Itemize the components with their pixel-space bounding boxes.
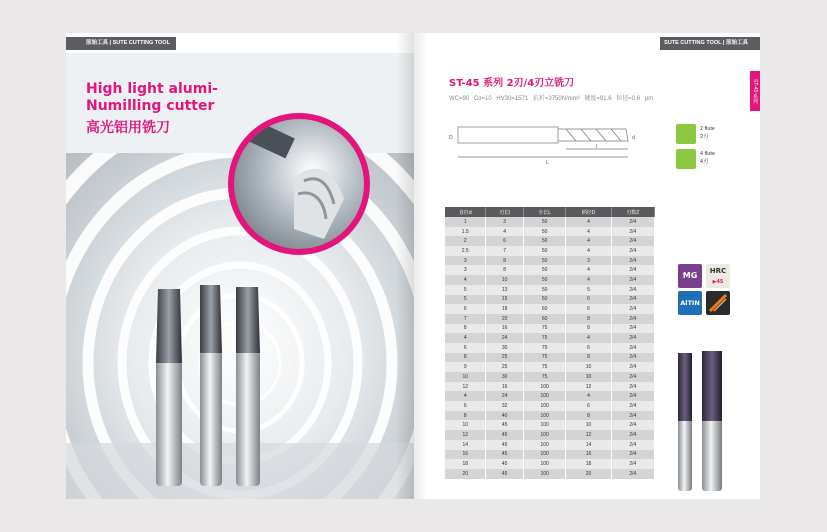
table-cell: 2/4 (611, 459, 654, 469)
table-cell: 6 (566, 304, 611, 314)
table-cell: 12 (566, 430, 611, 440)
table-cell: 2/4 (611, 420, 654, 430)
table-cell: 5 (445, 285, 486, 295)
table-cell: 45 (486, 440, 523, 450)
table-cell: 1.5 (445, 227, 486, 237)
table-row (445, 459, 655, 469)
table-cell: 4 (486, 227, 523, 237)
table-cell: 75 (523, 333, 566, 343)
table-cell: 4 (566, 227, 611, 237)
table-cell: 2/4 (611, 314, 654, 324)
table-cell: 2/4 (611, 401, 654, 411)
table-cell: 10 (445, 420, 486, 430)
header-diameter: 直径d (445, 207, 486, 217)
header-flute-count: 刃数Z (611, 207, 654, 217)
table-cell: 45 (486, 430, 523, 440)
title-en-line-1: High light alumi- (86, 81, 218, 97)
table-cell: 5 (566, 285, 611, 295)
table-cell: 100 (523, 430, 566, 440)
table-cell: 100 (523, 420, 566, 430)
table-row (445, 333, 655, 343)
table-cell: 2 (445, 236, 486, 246)
table-cell: 2/4 (611, 304, 654, 314)
table-cell: 50 (523, 295, 566, 305)
header-flute-length: 刃长l (486, 207, 523, 217)
cutting-spark-icon (706, 291, 730, 315)
table-cell: 2/4 (611, 411, 654, 421)
header-shank-diameter: 柄径D (566, 207, 611, 217)
table-cell: 10 (566, 420, 611, 430)
table-row (445, 246, 655, 256)
table-row (445, 236, 655, 246)
table-cell: 50 (523, 246, 566, 256)
table-cell: 3 (566, 256, 611, 266)
table-cell: 25 (486, 353, 523, 363)
table-cell: 14 (445, 440, 486, 450)
endmill-photo-right (672, 349, 732, 495)
material-specs: WC=90 Co=10 HV30=1571 抗折=3750N/mm² 硬度=91.6 粒径=0.6 μm (449, 96, 654, 102)
table-cell: 45 (486, 450, 523, 460)
table-cell: 8 (566, 324, 611, 334)
table-cell: 2/4 (611, 469, 654, 479)
table-cell: 13 (486, 285, 523, 295)
table-cell: 50 (523, 217, 566, 227)
title-english (86, 81, 218, 115)
endmill-products-image (150, 281, 270, 493)
2-flute-en: 2 flute (700, 126, 715, 132)
table-cell: 10 (566, 362, 611, 372)
table-cell: 2/4 (611, 227, 654, 237)
header-total-length: 全长L (523, 207, 566, 217)
left-page (66, 33, 414, 499)
table-cell: 75 (523, 324, 566, 334)
2-flute-icon (676, 124, 696, 144)
table-cell: 50 (523, 236, 566, 246)
table-row (445, 265, 655, 275)
series-title: ST-45 系列 2刃/4刃立铣刀 (449, 78, 575, 89)
table-cell: 18 (566, 459, 611, 469)
table-cell: 2/4 (611, 256, 654, 266)
endmill-dimension-drawing (446, 117, 646, 169)
table-cell: 2/4 (611, 450, 654, 460)
table-cell: 20 (566, 469, 611, 479)
table-cell: 2/4 (611, 236, 654, 246)
table-cell: 8 (566, 353, 611, 363)
table-cell: 30 (486, 372, 523, 382)
table-row (445, 420, 655, 430)
table-row (445, 285, 655, 295)
title-en-line-2: Numilling cutter (86, 98, 215, 114)
table-cell: 100 (523, 382, 566, 392)
table-cell: 50 (523, 285, 566, 295)
table-cell: 50 (523, 227, 566, 237)
table-cell: 7 (445, 314, 486, 324)
table-cell: 4 (445, 391, 486, 401)
table-cell: 4 (566, 217, 611, 227)
table-cell: 6 (445, 343, 486, 353)
table-cell: 100 (523, 469, 566, 479)
table-cell: 50 (523, 265, 566, 275)
table-row (445, 227, 655, 237)
table-cell: 2/4 (611, 440, 654, 450)
table-cell: 100 (523, 450, 566, 460)
table-cell: 75 (523, 353, 566, 363)
table-row (445, 353, 655, 363)
table-cell: 2/4 (611, 295, 654, 305)
table-cell: 20 (445, 469, 486, 479)
table-cell: 12 (445, 382, 486, 392)
table-cell: 6 (445, 304, 486, 314)
table-cell: 15 (486, 295, 523, 305)
table-cell: 24 (486, 333, 523, 343)
label-flute-length: l (596, 144, 598, 150)
table-cell: 2/4 (611, 265, 654, 275)
label-diameter-d: d (632, 135, 635, 141)
table-cell: 20 (486, 314, 523, 324)
table-cell: 2/4 (611, 372, 654, 382)
table-cell: 16 (486, 324, 523, 334)
table-cell: 8 (566, 411, 611, 421)
table-cell: 18 (445, 459, 486, 469)
table-cell: 100 (523, 440, 566, 450)
table-row (445, 401, 655, 411)
series-side-tab: ST-45 系列 (750, 71, 760, 111)
hrc-label: HRC (709, 267, 727, 275)
table-cell: 2/4 (611, 285, 654, 295)
table-row (445, 440, 655, 450)
table-cell: 2/4 (611, 324, 654, 334)
table-cell: 45 (486, 469, 523, 479)
table-cell: 8 (445, 411, 486, 421)
label-total-length: L (546, 160, 549, 166)
table-cell: 16 (445, 450, 486, 460)
table-cell: 8 (566, 314, 611, 324)
table-cell: 2.5 (445, 246, 486, 256)
table-cell: 6 (566, 295, 611, 305)
table-cell: 6 (486, 236, 523, 246)
table-cell: 8 (486, 256, 523, 266)
title-chinese: 高光铝用铣刀 (86, 120, 170, 136)
table-cell: 45 (486, 459, 523, 469)
table-cell: 2/4 (611, 275, 654, 285)
table-row (445, 324, 655, 334)
4-flute-en: 4 flute (700, 151, 715, 157)
table-cell: 2/4 (611, 217, 654, 227)
table-cell: 8 (486, 265, 523, 275)
table-cell: 4 (566, 391, 611, 401)
table-row (445, 372, 655, 382)
label-shank-d: D (449, 135, 453, 141)
table-row (445, 295, 655, 305)
table-cell: 14 (566, 440, 611, 450)
right-header-tab: SUTE CUTTING TOOL | 原始工具 (660, 37, 760, 50)
table-cell: 4 (566, 333, 611, 343)
table-cell: 2/4 (611, 343, 654, 353)
table-cell: 9 (445, 362, 486, 372)
2-flute-cn: 2刃 (700, 134, 709, 140)
table-cell: 40 (486, 411, 523, 421)
table-cell: 100 (523, 411, 566, 421)
table-cell: 16 (566, 450, 611, 460)
table-cell: 12 (566, 382, 611, 392)
table-cell: 2/4 (611, 333, 654, 343)
material-icon (706, 291, 730, 315)
table-cell: 6 (445, 401, 486, 411)
table-cell: 60 (523, 304, 566, 314)
table-cell: 10 (566, 372, 611, 382)
table-row (445, 314, 655, 324)
table-cell: 4 (566, 275, 611, 285)
table-cell: 10 (445, 372, 486, 382)
spec-table-body (445, 217, 655, 479)
table-cell: 24 (486, 391, 523, 401)
table-cell: 7 (486, 246, 523, 256)
table-cell: 2/4 (611, 353, 654, 363)
table-cell: 16 (486, 382, 523, 392)
right-page (414, 33, 760, 499)
table-row (445, 391, 655, 401)
table-cell: 30 (486, 343, 523, 353)
table-cell: 100 (523, 391, 566, 401)
table-cell: 6 (566, 343, 611, 353)
4-flute-icon (676, 149, 696, 169)
table-row (445, 304, 655, 314)
table-cell: 4 (445, 333, 486, 343)
table-cell: 25 (486, 362, 523, 372)
table-cell: 75 (523, 362, 566, 372)
table-cell: 4 (566, 265, 611, 275)
table-cell: 2/4 (611, 430, 654, 440)
table-cell: 45 (486, 420, 523, 430)
table-row (445, 256, 655, 266)
table-cell: 3 (445, 265, 486, 275)
aitin-coating-icon: AlTIN (678, 291, 702, 315)
gutter-shadow-left (396, 33, 414, 499)
table-cell: 18 (486, 304, 523, 314)
gutter-shadow-right (414, 33, 428, 499)
table-row (445, 362, 655, 372)
table-header-row (445, 207, 655, 217)
table-cell: 2/4 (611, 362, 654, 372)
table-cell: 100 (523, 401, 566, 411)
table-cell: 3 (445, 256, 486, 266)
table-cell: 50 (523, 256, 566, 266)
table-row (445, 343, 655, 353)
table-cell: 32 (486, 401, 523, 411)
table-cell: 1 (445, 217, 486, 227)
table-cell: 2/4 (611, 391, 654, 401)
table-cell: 8 (445, 353, 486, 363)
table-row (445, 430, 655, 440)
2-flute-label (700, 125, 715, 141)
table-cell: 60 (523, 314, 566, 324)
left-header (66, 33, 414, 53)
table-cell: 12 (445, 430, 486, 440)
table-cell: 3 (486, 217, 523, 227)
left-header-tab: 原始工具 | SUTE CUTTING TOOL (66, 37, 176, 50)
4-flute-cn: 4刃 (700, 159, 709, 165)
table-row (445, 411, 655, 421)
table-row (445, 275, 655, 285)
machining-closeup-image (228, 113, 370, 255)
table-cell: 75 (523, 343, 566, 353)
mg-coating-icon: MG (678, 264, 702, 288)
table-cell: 5 (445, 295, 486, 305)
table-cell: 50 (523, 275, 566, 285)
table-cell: 100 (523, 459, 566, 469)
table-cell: 6 (566, 401, 611, 411)
table-cell: 10 (486, 275, 523, 285)
table-cell: 2/4 (611, 246, 654, 256)
hrc-icon (706, 264, 730, 288)
table-row (445, 469, 655, 479)
table-cell: 75 (523, 372, 566, 382)
4-flute-label (700, 150, 715, 166)
table-cell: 4 (445, 275, 486, 285)
hrc-value: ▶45 (712, 279, 724, 285)
table-cell: 8 (445, 324, 486, 334)
table-cell: 4 (566, 236, 611, 246)
table-row (445, 450, 655, 460)
table-row (445, 382, 655, 392)
table-cell: 2/4 (611, 382, 654, 392)
spec-table (445, 207, 655, 479)
machining-illustration (234, 119, 364, 249)
table-cell: 4 (566, 246, 611, 256)
table-row (445, 217, 655, 227)
